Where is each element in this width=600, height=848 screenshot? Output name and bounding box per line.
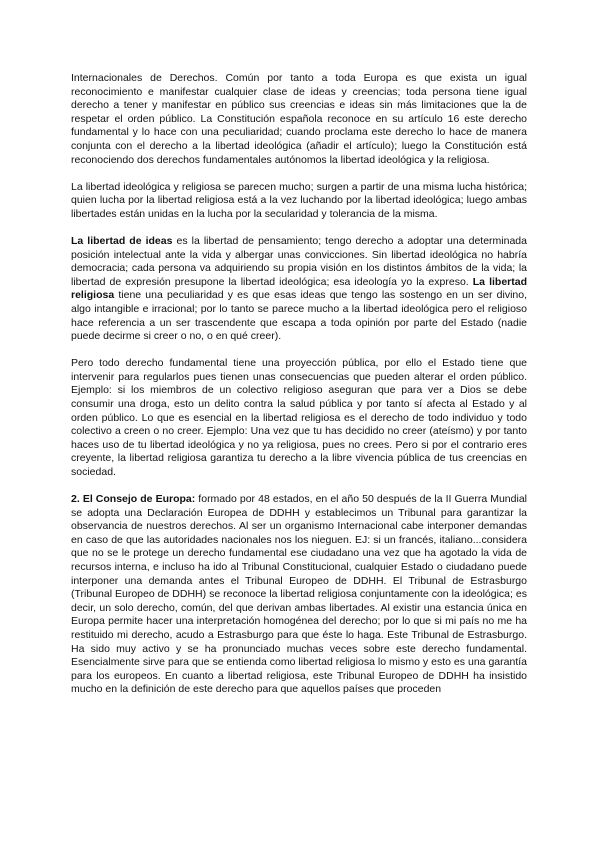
- paragraph-2: La libertad ideológica y religiosa se parecen mucho; surgen a partir de una misma lucha histórica; quien lucha por la libertad religiosa está a la vez luchando por la libertad ideológica; luego ambas libertades están unidas en la lucha por la secularidad y tolerancia de la misma.: [71, 180, 527, 220]
- section-heading-consejo-europa: 2. El Consejo de Europa:: [71, 493, 196, 506]
- paragraph-3-text-1: es la libertad de pensamiento; tengo derecho a adoptar una determinada posición intelectual ante la vida y albergar unas convicciones. Sin libertad ideológica no habría democracia; cada persona va adquiriendo su propia visión en los distintos ámbitos de la vida; la libertad de expresión presupone la libertad ideológica; esa ideología yo la expreso.: [71, 234, 527, 288]
- document-page: [71, 72, 527, 697]
- paragraph-3: [71, 235, 527, 344]
- paragraph-5: [71, 493, 527, 697]
- paragraph-5-text: formado por 48 estados, en el año 50 después de la II Guerra Mundial se adopta una Declaración Europea de DDHH y establecimos un Tribunal para garantizar la observancia de nuestros derechos. Al ser un organismo Internacional cabe interponer demandas en caso de que las autoridades nacionales nos los nieguen. EJ: si un francés, italiano...considera que no se le protege un derecho fundamental ese ciudadano una vez que ha agotado la vida de recursos interna, e incluso ha ido al Tribunal Constitucional, cualquier Estado o ciudadano puede interponer una demanda antes el Tribunal Europeo de DDHH. El Tribunal de Estrasburgo (Tribunal Europeo de DDHH) se reconoce la libertad religiosa conjuntamente con la ideológica; es decir, un solo derecho, común, del que derivan ambas libertades. Al existir una estancia única en Europa permite hacer una interpretación homogénea del derecho; por lo que si mi país no me ha restituido mi derecho, acudo a Estrasburgo para que éste lo haga. Este Tribunal de Estrasburgo. Ha sido muy activo y se ha pronunciado muchas veces sobre este derecho fundamental. Esencialmente sirve para que se entienda como libertad religiosa lo mismo y esto es una garantía para los europeos. En cuanto a libertad religiosa, este Tribunal Europeo de DDHH ha insistido mucho en la definición de este derecho para que aquellos países que proceden: [71, 493, 527, 696]
- paragraph-3-text-2: tiene una peculiaridad y es que esas ideas que tengo las sostengo en un ser divino, algo intangible e irracional; por lo tanto se parece mucho a la libertad ideológica pero el religioso hace referencia a un ser trascendente que escapa a toda opinión por parte del Estado (nadie puede decirme si creer o no, o en qué creer).: [71, 289, 527, 343]
- bold-term-libertad-religiosa: La libertad religiosa: [71, 275, 527, 302]
- paragraph-4: Pero todo derecho fundamental tiene una proyección pública, por ello el Estado tiene que intervenir para regularlos pues tienen unas consecuencias que pueden alterar el orden público. Ejemplo: si los miembros de un colectivo religioso aseguran que para ver a Dios se debe consumir una droga, esto un delito contra la salud pública y por tanto sí afecta al Estado y al orden público. Lo que es esencial en la libertad religiosa es el derecho de todo individuo y todo colectivo a creen o no creer. Ejemplo: Una vez que tu has decidido no creer (ateísmo) y por tanto haces uso de tu libertad ideológica y no ya religiosa, pues no crees. Pero si por el contrario eres creyente, la libertad religiosa garantiza tu derecho a la libre vivencia pública de tus creencias en sociedad.: [71, 357, 527, 478]
- paragraph-1: Internacionales de Derechos. Común por tanto a toda Europa es que exista un igual reconocimiento e manifestar cualquier clase de ideas y creencias; toda persona tiene igual derecho a tener y manifestar en público sus creencias e ideas sin más limitaciones que la de respetar el orden público. La Constitución española reconoce en su artículo 16 este derecho fundamental y lo hace con una peculiaridad; cuando proclama este derecho lo hace de manera conjunta con el derecho a la libertad ideológica (añadir el artículo); luego la Constitución está reconociendo dos derechos fundamentales autónomos la libertad ideológica y la religiosa.: [71, 72, 527, 166]
- bold-term-libertad-ideas: La libertad de ideas: [71, 234, 173, 247]
